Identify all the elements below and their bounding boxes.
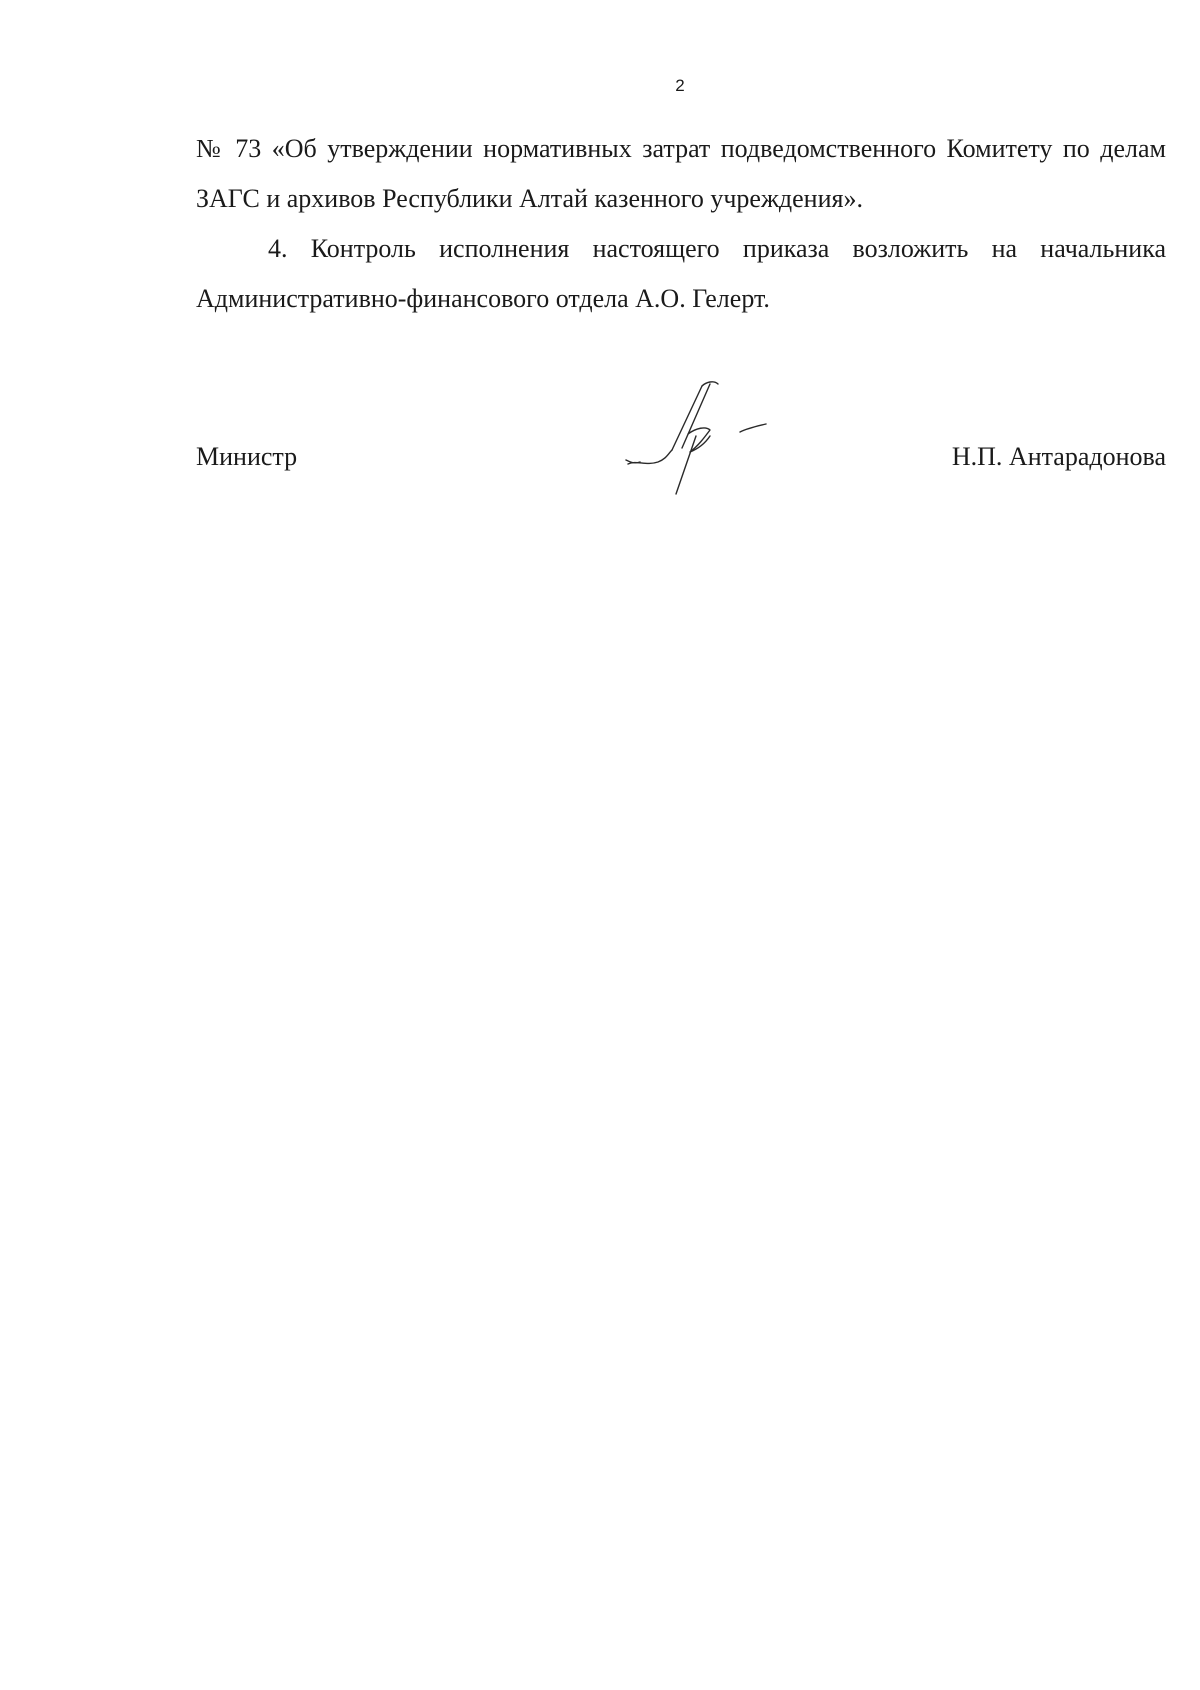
- handwritten-signature-icon: [606, 376, 786, 506]
- signatory-position: Министр: [196, 442, 298, 471]
- paragraph-continuation: № 73 «Об утверждении нормативных затрат подведомственного Комитету по делам ЗАГС и архивов Республики Алтай казенного учреждения».: [196, 134, 1166, 213]
- document-body: [196, 124, 1166, 324]
- paragraph-4: 4. Контроль исполнения настоящего приказа возложить на начальника Административно-финансового отдела А.О. Гелерт.: [196, 234, 1166, 313]
- page-number: 2: [675, 76, 685, 95]
- signatory-name: Н.П. Антарадонова: [951, 442, 1166, 471]
- signature-block: [196, 376, 1166, 506]
